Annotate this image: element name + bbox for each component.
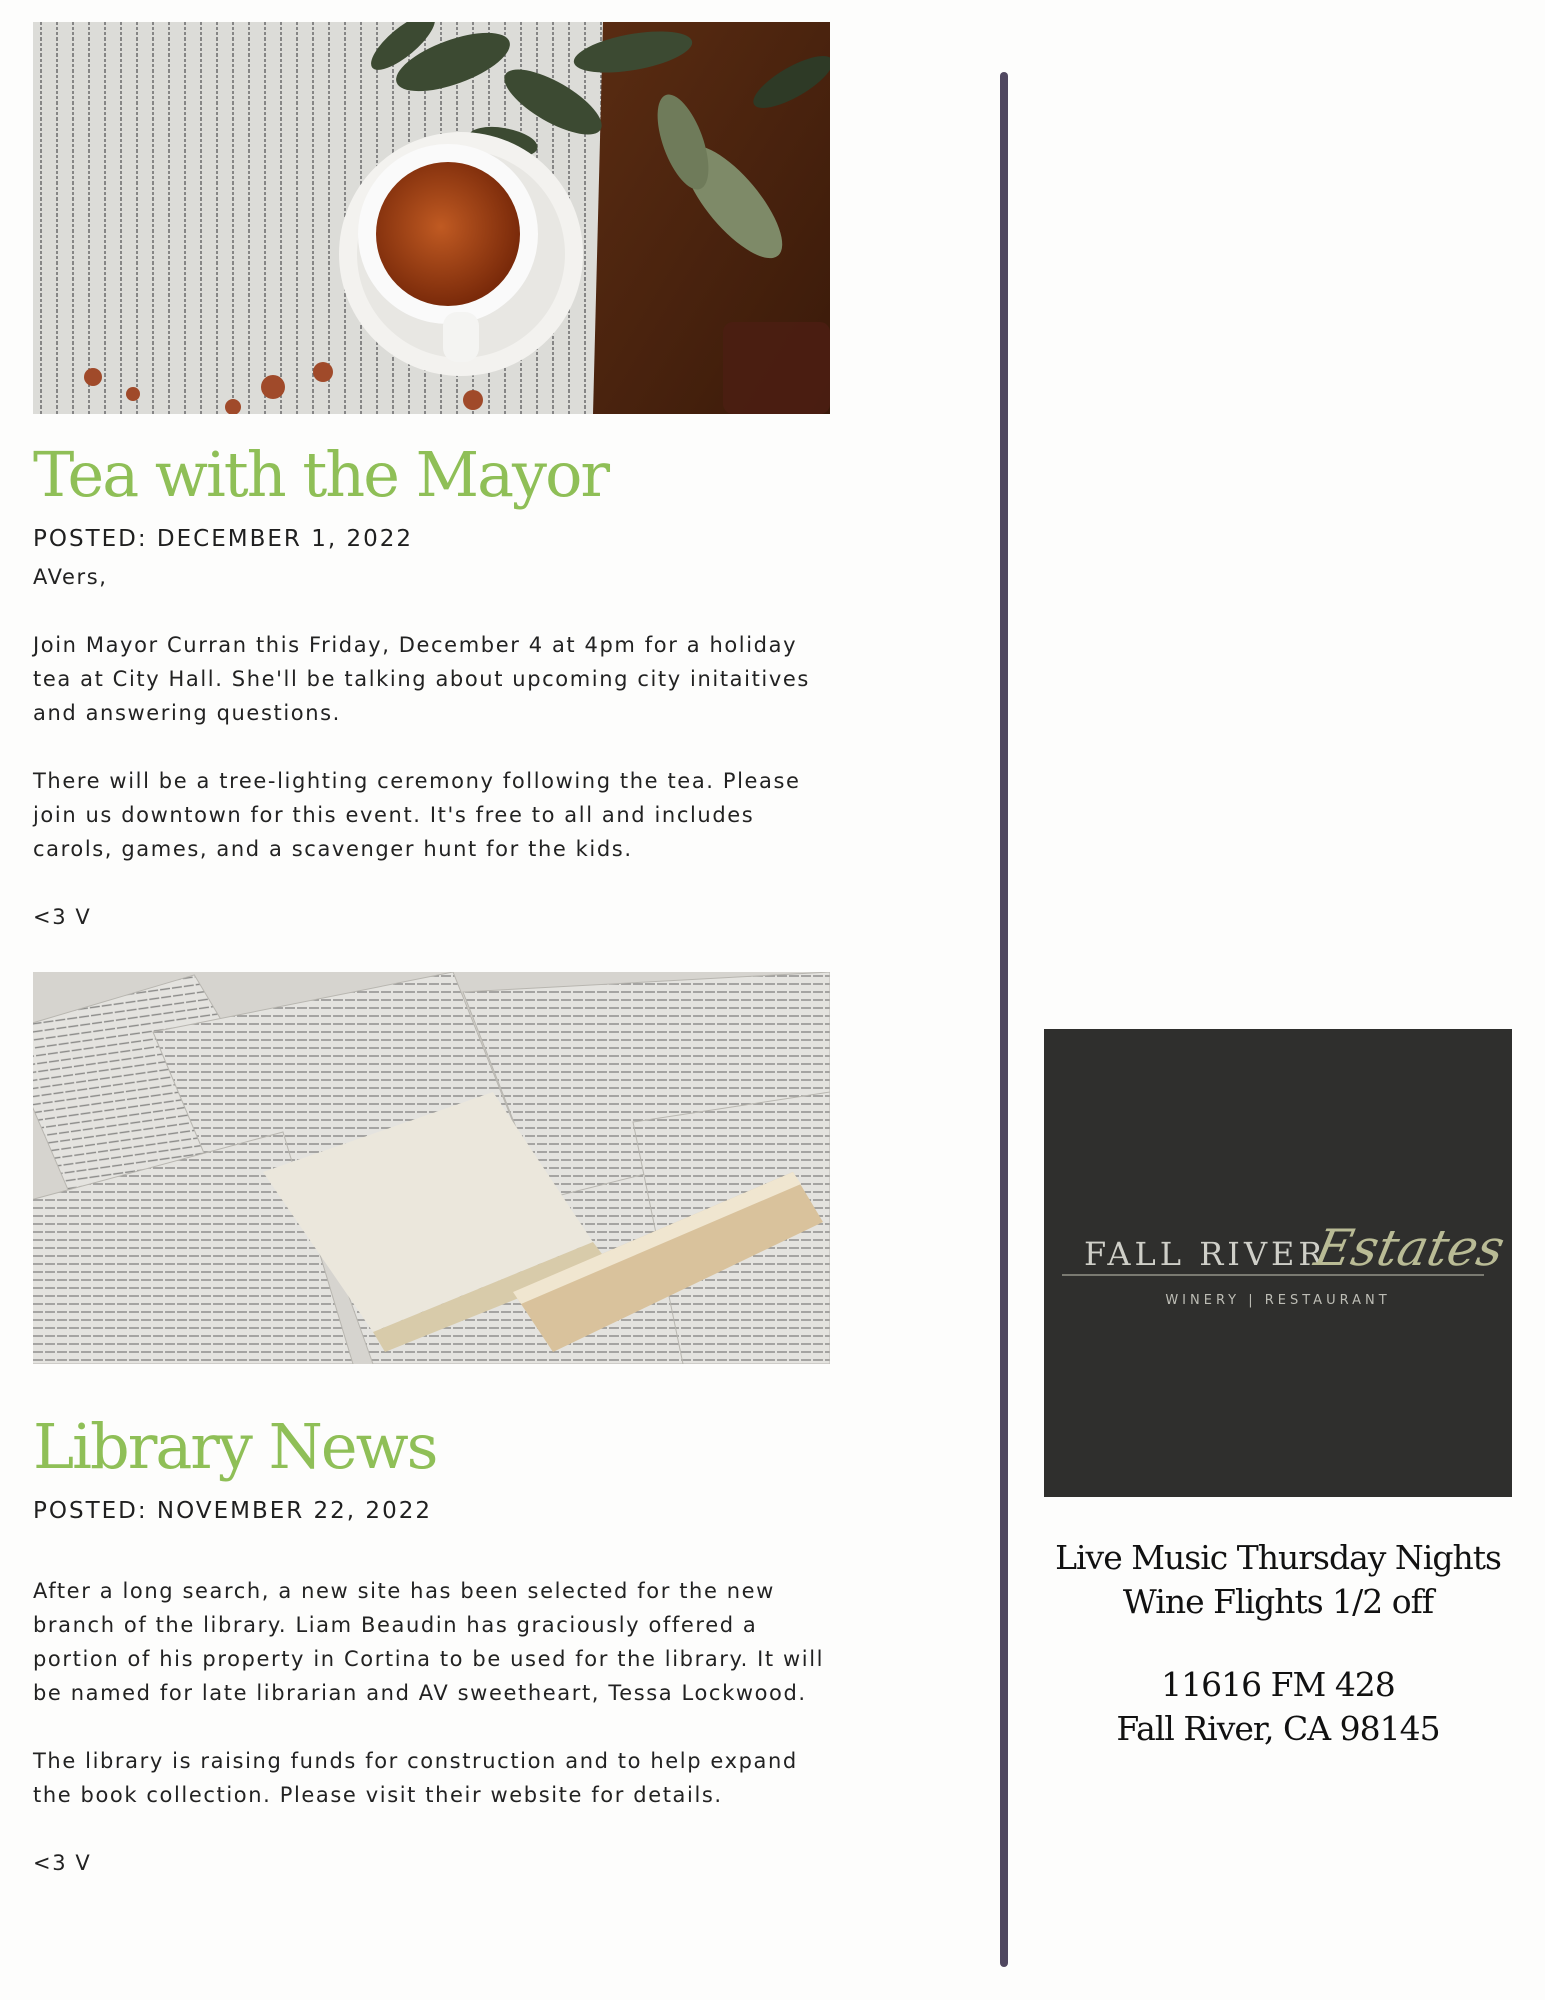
post-greeting: AVers, bbox=[33, 565, 108, 589]
post-date-tea: POSTED: DECEMBER 1, 2022 bbox=[33, 526, 413, 552]
post-title-library: Library News bbox=[33, 1410, 437, 1483]
tea-photo bbox=[33, 22, 830, 414]
post-signoff: <3 V bbox=[33, 1851, 92, 1875]
column-divider bbox=[1000, 72, 1008, 1967]
post-title-tea: Tea with the Mayor bbox=[33, 438, 609, 511]
ad-address-1: 11616 FM 428 bbox=[1161, 1665, 1395, 1704]
logo-sub-text: WINERY | RESTAURANT bbox=[1165, 1293, 1391, 1308]
post-paragraph: After a long search, a new site has been selected for the new branch of the library. Liam Beaudin has graciously offered a portion of his property in Cortina to be used for the library. It will be named for late librarian and AV sweetheart, Tessa Lockwood. bbox=[33, 1579, 825, 1705]
post-paragraph: Join Mayor Curran this Friday, December 4 at 4pm for a holiday tea at City Hall. She'll be talking about upcoming city initaitives and answering questions. bbox=[33, 633, 810, 725]
post-paragraph: There will be a tree-lighting ceremony following the tea. Please join us downtown for this event. It's free to all and includes carols, games, and a scavenger hunt for the kids. bbox=[33, 769, 801, 861]
logo-main-text: FALL RIVER bbox=[1084, 1235, 1327, 1273]
post-paragraph: The library is raising funds for construction and to help expand the book collection. Please visit their website for details. bbox=[33, 1749, 798, 1807]
tea-cup-image bbox=[33, 22, 830, 414]
post-date-library: POSTED: NOVEMBER 22, 2022 bbox=[33, 1498, 432, 1524]
books-photo bbox=[33, 972, 830, 1364]
open-books-image bbox=[33, 972, 830, 1364]
ad-line-2: Wine Flights 1/2 off bbox=[1122, 1582, 1434, 1621]
logo-script-text: Estates bbox=[1309, 1219, 1510, 1277]
post-signoff: <3 V bbox=[33, 905, 92, 929]
ad-address-2: Fall River, CA 98145 bbox=[1116, 1709, 1440, 1748]
main-column bbox=[33, 22, 830, 1880]
ad-line-1: Live Music Thursday Nights bbox=[1055, 1538, 1501, 1577]
fall-river-logo bbox=[1044, 1029, 1512, 1497]
